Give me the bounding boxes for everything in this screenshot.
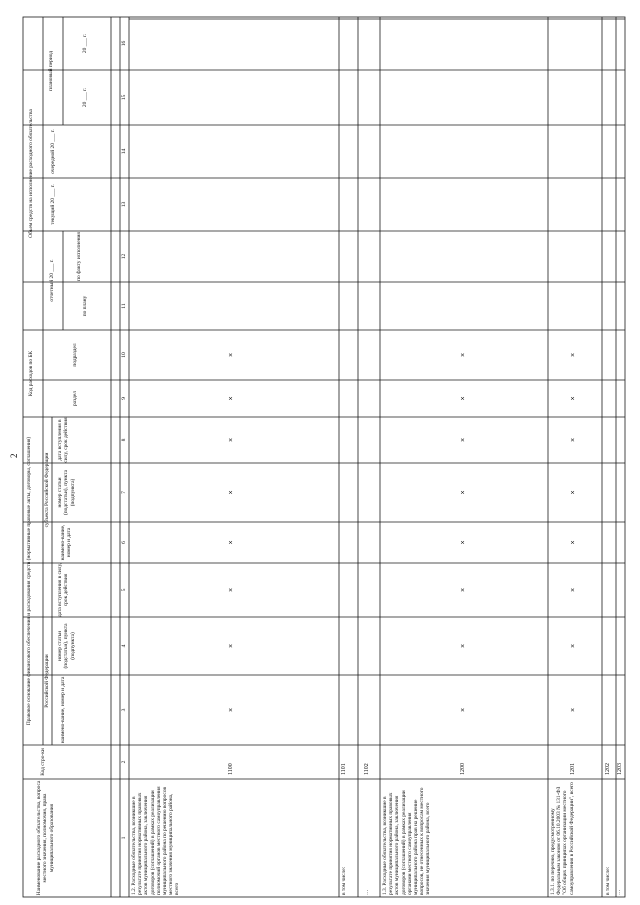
col-number-16: 16 bbox=[121, 40, 127, 47]
col-number-14: 14 bbox=[121, 148, 127, 155]
row-1102-name: … bbox=[364, 889, 370, 895]
col-number-4: 4 bbox=[121, 644, 127, 648]
col-number-12: 12 bbox=[121, 253, 127, 260]
row-1100-code: 1100 bbox=[228, 763, 234, 775]
header-year-a: 20 ___ г. bbox=[82, 87, 88, 108]
row-1100-mark-5: × bbox=[228, 587, 235, 593]
col-number-7: 7 bbox=[121, 491, 127, 494]
row-1100-mark-4: × bbox=[228, 643, 235, 649]
row-1203-name: … bbox=[616, 889, 622, 895]
row-1200-mark-4: × bbox=[460, 643, 467, 649]
row-1201-name: 1.3.1. по перечню, предусмотренному Федеральным законом от 06.10.2003 № 131-ФЗ "Об общих принципах организации местного самоуправления в Российской Федерации", всего bbox=[550, 782, 575, 895]
row-1200-mark-3: × bbox=[460, 707, 467, 713]
header-legal-basis: Правовое основание финансового обеспечения и расходования средств (нормативные правовые акты, договоры, соглашения) bbox=[26, 436, 32, 726]
row-1201-mark-10: × bbox=[570, 352, 577, 358]
row-1201-mark-3: × bbox=[570, 707, 577, 713]
row-1100-mark-3: × bbox=[228, 707, 235, 713]
header-subject: субъекта Российской Федерации bbox=[44, 452, 50, 528]
row-1201-mark-6: × bbox=[570, 540, 577, 545]
row-1201-mark-5: × bbox=[570, 587, 577, 593]
row-1200-mark-5: × bbox=[460, 587, 467, 593]
header-rf-article: номер статьи (подстатьи), пункта (подпункта) bbox=[57, 623, 76, 669]
col-number-15: 15 bbox=[121, 94, 127, 101]
row-1200-code: 1200 bbox=[460, 763, 466, 775]
col-number-5: 5 bbox=[121, 588, 127, 592]
row-1100-mark-8: × bbox=[228, 437, 235, 443]
page-number: 2 bbox=[9, 453, 19, 458]
row-1201-mark-7: × bbox=[570, 490, 577, 495]
row-1100-mark-10: × bbox=[228, 352, 235, 358]
row-1202-name: в том числе: bbox=[605, 866, 611, 895]
header-subsection: подраздел bbox=[72, 343, 78, 367]
row-1200-name: 1.3. Расходные обязательства, возникшие в результате принятия нормативных правовых актов муниципального района, заключения договоров (соглашений) в рамках реализации органами местного самоуправления муниципального района прав на решение вопросов, не отнесенных к вопросам местного значения муниципального района, всего bbox=[382, 787, 432, 895]
col-number-3: 3 bbox=[121, 708, 127, 712]
row-1200-mark-10: × bbox=[460, 352, 467, 358]
header-reporting: отчетный 20 ___ г. bbox=[49, 259, 55, 302]
col-number-13: 13 bbox=[121, 201, 127, 208]
row-1201-mark-4: × bbox=[570, 643, 577, 649]
header-plan: по плану bbox=[82, 295, 88, 317]
header-fact: по факту исполнения bbox=[76, 232, 82, 281]
row-1102-code: 1102 bbox=[364, 763, 370, 775]
row-1201-code: 1201 bbox=[570, 763, 576, 775]
col-number-11: 11 bbox=[121, 303, 127, 309]
header-rf-name-date: наимено-вание, номер и дата bbox=[60, 676, 66, 744]
row-1200-mark-9: × bbox=[460, 396, 467, 401]
row-1200-mark-6: × bbox=[460, 540, 467, 545]
row-1101-code: 1101 bbox=[341, 763, 347, 775]
row-1201-mark-8: × bbox=[570, 437, 577, 443]
row-1100-name: 1.2. Расходные обязательства, возникшие в результате принятия нормативных правовых актов муниципального района, заключения договоров (соглашений) в рамках реализации полномочий органов местного самоуправления муниципального района по решению вопросов местного значения муниципального района, всего bbox=[131, 786, 181, 895]
col-number-9: 9 bbox=[121, 397, 127, 400]
header-subj-name-date: наимено-вание, номер и дата bbox=[60, 524, 73, 561]
header-section: раздел bbox=[72, 391, 78, 406]
col-number-1: 1 bbox=[121, 836, 127, 840]
header-bk-code: Код расходов по БК bbox=[28, 350, 34, 397]
row-1200-mark-7: × bbox=[460, 490, 467, 495]
header-line-code: Код стро-ки bbox=[40, 748, 46, 776]
row-1100-mark-7: × bbox=[228, 490, 235, 495]
col-number-6: 6 bbox=[121, 541, 127, 544]
row-1201-mark-9: × bbox=[570, 396, 577, 401]
header-subj-effective: дата вступления в силу, срок действия bbox=[57, 417, 70, 463]
col-number-8: 8 bbox=[121, 438, 127, 442]
col-number-10: 10 bbox=[121, 352, 127, 358]
header-subj-article: номер статьи (подстатьи), пункта (подпункта) bbox=[57, 469, 76, 516]
header-next: очередной 20 ___ г. bbox=[50, 129, 56, 174]
header-planning: плановый период bbox=[48, 50, 54, 92]
header-rf-effective: дата вступления в силу, срок действия bbox=[57, 563, 70, 617]
row-1101-name: в том числе: bbox=[341, 866, 347, 895]
header-year-b: 20 ___ г. bbox=[82, 33, 88, 54]
col-number-2: 2 bbox=[121, 760, 127, 764]
row-1202-code: 1202 bbox=[605, 763, 611, 775]
row-1203-code: 1203 bbox=[617, 763, 623, 775]
header-volume: Объем средств на исполнение расходного обязательства bbox=[28, 109, 34, 238]
row-1100-mark-9: × bbox=[228, 396, 235, 401]
header-current: текущий 20 ___ г. bbox=[50, 184, 56, 225]
row-1100-mark-6: × bbox=[228, 540, 235, 545]
header-rf: Российской Федерации bbox=[44, 654, 50, 708]
header-name: Наименование расходного обязательства, вопроса местного значения, полномочия, права муниципального образования bbox=[36, 780, 55, 896]
row-1200-mark-8: × bbox=[460, 437, 467, 443]
